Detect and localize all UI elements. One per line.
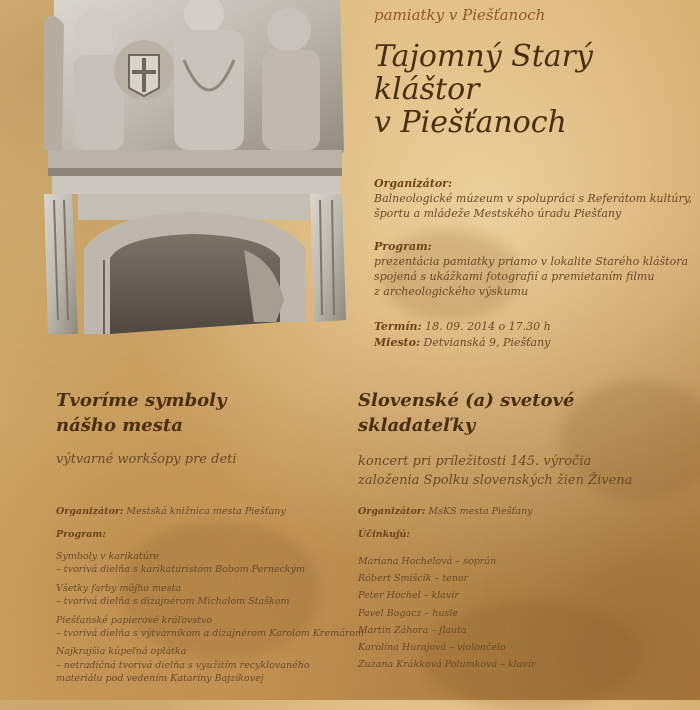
event-organizer-text: športu a mládeže Mestského úradu Piešťany <box>374 207 622 220</box>
event-details <box>374 319 551 351</box>
left-organizer-label: Organizátor: <box>56 506 124 517</box>
right-organizer <box>358 506 533 517</box>
list-item: Peter Hochel – klavír <box>358 590 459 602</box>
event-title-line: Tajomný Starý <box>374 39 593 74</box>
event-organizer-label: Organizátor: <box>374 177 453 190</box>
term-label: Termín: <box>374 320 422 333</box>
left-title-line: nášho mesta <box>56 415 183 436</box>
performers-label: Účinkujú: <box>358 529 410 540</box>
event-subtitle: pamiatky v Piešťanoch <box>374 6 546 24</box>
left-organizer-value: Mestská knižnica mesta Piešťany <box>126 506 286 517</box>
right-subtitle-line: založenia Spolku slovenských žien Živena <box>358 473 633 488</box>
list-item: Zuzana Krákková Polumková – klavír <box>358 659 536 671</box>
list-item: materiálu pod vedením Kataríny Bajzíkovej <box>56 673 264 685</box>
right-title <box>358 388 574 438</box>
left-organizer <box>56 506 286 517</box>
list-item: – netradičná tvorivá dielňa s využitím recyklovaného <box>56 659 310 671</box>
list-item: Pavel Bogacz – husle <box>358 607 459 619</box>
list-item: – tvorivá dielňa s karikaturistom Bobom Perneckým <box>56 564 306 576</box>
term-value: 18. 09. 2014 o 17.30 h <box>425 320 551 333</box>
right-subtitle-line: koncert pri príležitosti 145. výročia <box>358 454 592 469</box>
list-item: Martin Záhora – flauta <box>358 624 467 636</box>
list-item: Najkrajšia kúpeľná oplátka <box>56 646 187 658</box>
right-title-line: skladateľky <box>358 415 476 436</box>
place-value: Detvianská 9, Piešťany <box>423 336 551 349</box>
right-title-line: Slovenské (a) svetové <box>358 390 575 411</box>
event-title-line: v Piešťanoch <box>374 105 567 140</box>
event-organizer <box>374 176 694 221</box>
list-item: Symboly v karikatúre <box>56 551 160 562</box>
list-item: Mariana Hochelová – soprán <box>358 556 497 567</box>
event-organizer-text: Balneologické múzeum v spolupráci s Referátom kultúry, <box>374 192 692 205</box>
left-program-label: Program: <box>56 529 106 540</box>
event-title-line: kláštor <box>374 72 480 107</box>
performers-list <box>358 553 535 673</box>
event-program-label: Program: <box>374 240 432 253</box>
place-label: Miesto: <box>374 336 421 349</box>
event-program <box>374 239 694 299</box>
event-program-text: prezentácia pamiatky priamo v lokalite Starého kláštora <box>374 255 689 268</box>
list-item: Všetky farby môjho mesta <box>56 582 182 594</box>
right-organizer-value: MsKS mesta Piešťany <box>428 506 533 517</box>
left-subtitle: výtvarné workšopy pre deti <box>56 452 237 467</box>
left-title <box>56 388 226 438</box>
list-item: Karolína Hurajová – violončelo <box>358 642 506 654</box>
list-item: – tvorivá dielňa s výtvarníkom a dizajnérom Karolom Kremárom <box>56 628 365 640</box>
event-program-text: spojená s ukážkami fotografií a premietaním filmu <box>374 270 655 283</box>
list-item: Piešťanské papierové kráľovstvo <box>56 614 213 626</box>
event-title <box>374 40 593 139</box>
list-item: Róbert Smišcik – tenor <box>358 573 469 585</box>
left-title-line: Tvoríme symboly <box>56 390 227 411</box>
left-program-list <box>56 550 364 686</box>
list-item: – tvorivá dielňa s dizajnérom Michalom Staškom <box>56 596 290 608</box>
right-organizer-label: Organizátor: <box>358 506 426 517</box>
right-subtitle <box>358 452 632 490</box>
event-program-text: z archeologického výskumu <box>374 285 529 298</box>
stone-relief-image <box>44 0 346 334</box>
